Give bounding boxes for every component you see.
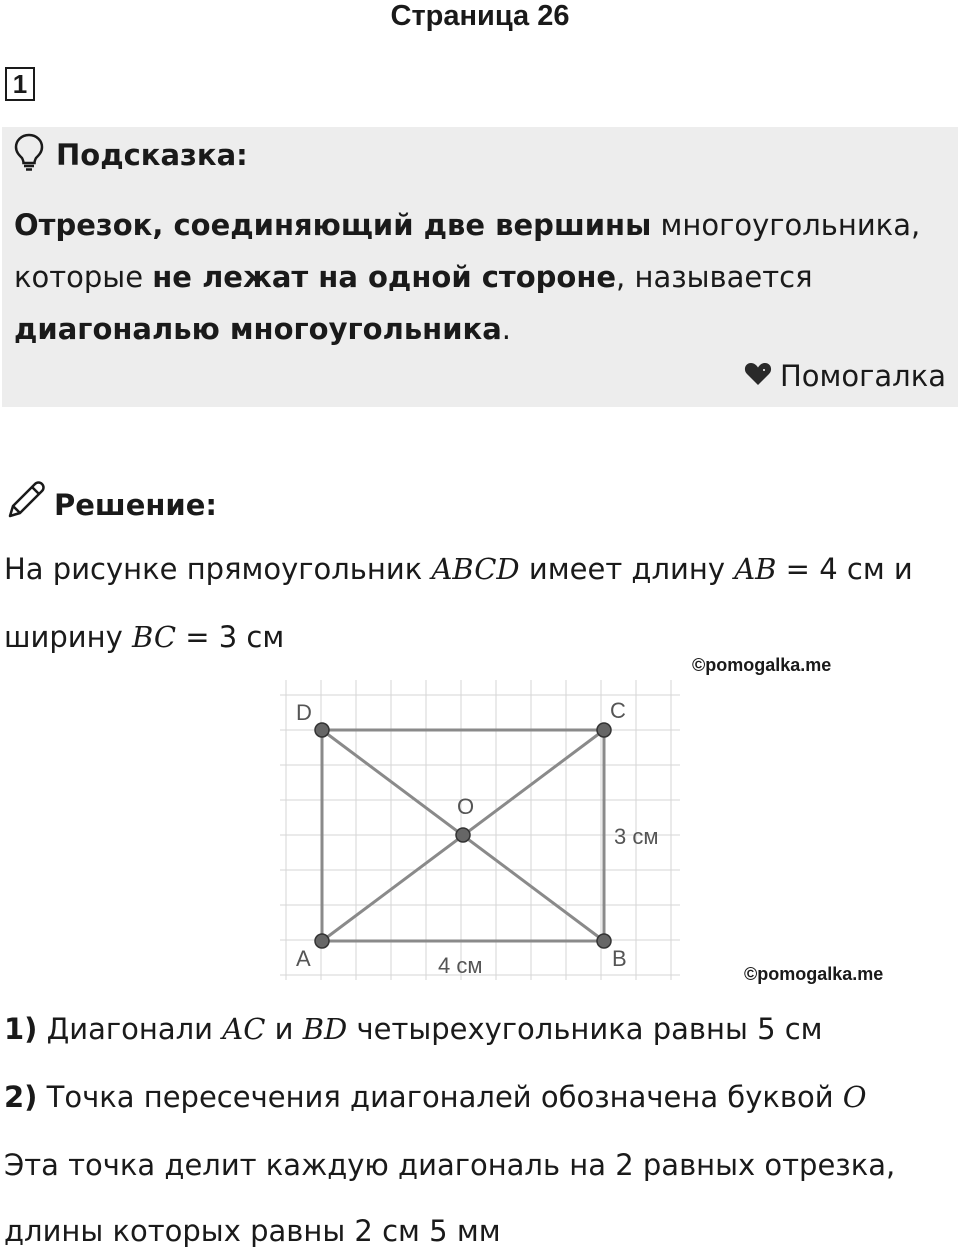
- label-o: O: [457, 794, 475, 819]
- label-d: D: [296, 700, 312, 725]
- label-a: A: [296, 946, 311, 971]
- point-a: [315, 934, 329, 948]
- brand-name: Помогалка: [780, 359, 946, 393]
- watermark: ©pomogalka.me: [744, 964, 884, 984]
- hint-text: Отрезок, соединяющий две вершины многоугольника, которые не лежат на одной стороне, называется диагональю многоугольника.: [14, 208, 921, 346]
- point-d: [315, 723, 329, 737]
- label-side-bc: 3 см: [614, 824, 659, 849]
- rectangle-figure: [280, 680, 700, 994]
- solution-step-2: 2) Точка пересечения диагоналей обозначена буквой O: [4, 1080, 867, 1114]
- point-c: [597, 723, 611, 737]
- solution-line-3: Эта точка делит каждую диагональ на 2 равных отрезка,: [4, 1148, 896, 1182]
- label-side-ab: 4 см: [438, 953, 483, 978]
- solution-header: [4, 480, 217, 529]
- hint-title: Подсказка:: [56, 138, 248, 172]
- solution-line-1: На рисунке прямоугольник ABCD имеет длину AB = 4 см и: [4, 552, 913, 586]
- label-b: B: [612, 946, 627, 971]
- pencil-icon: [4, 480, 46, 529]
- point-o: [456, 828, 470, 842]
- solution-line-2: ширину BC = 3 см: [4, 620, 285, 654]
- hint-header: [14, 137, 248, 173]
- watermark: ©pomogalka.me: [692, 655, 832, 675]
- solution-step-1: 1) Диагонали AC и BD четырехугольника равны 5 см: [4, 1012, 823, 1046]
- lightbulb-icon: [14, 133, 44, 178]
- solution-title: Решение:: [54, 487, 218, 522]
- heart-icon: [744, 359, 772, 393]
- page-title: Страница 26: [390, 0, 570, 32]
- task-number: 1: [5, 67, 35, 101]
- label-c: C: [610, 698, 626, 723]
- hint-box: [2, 127, 958, 407]
- solution-line-4: длины которых равны 2 см 5 мм: [4, 1214, 501, 1248]
- point-b: [597, 934, 611, 948]
- brand-label: [744, 359, 946, 393]
